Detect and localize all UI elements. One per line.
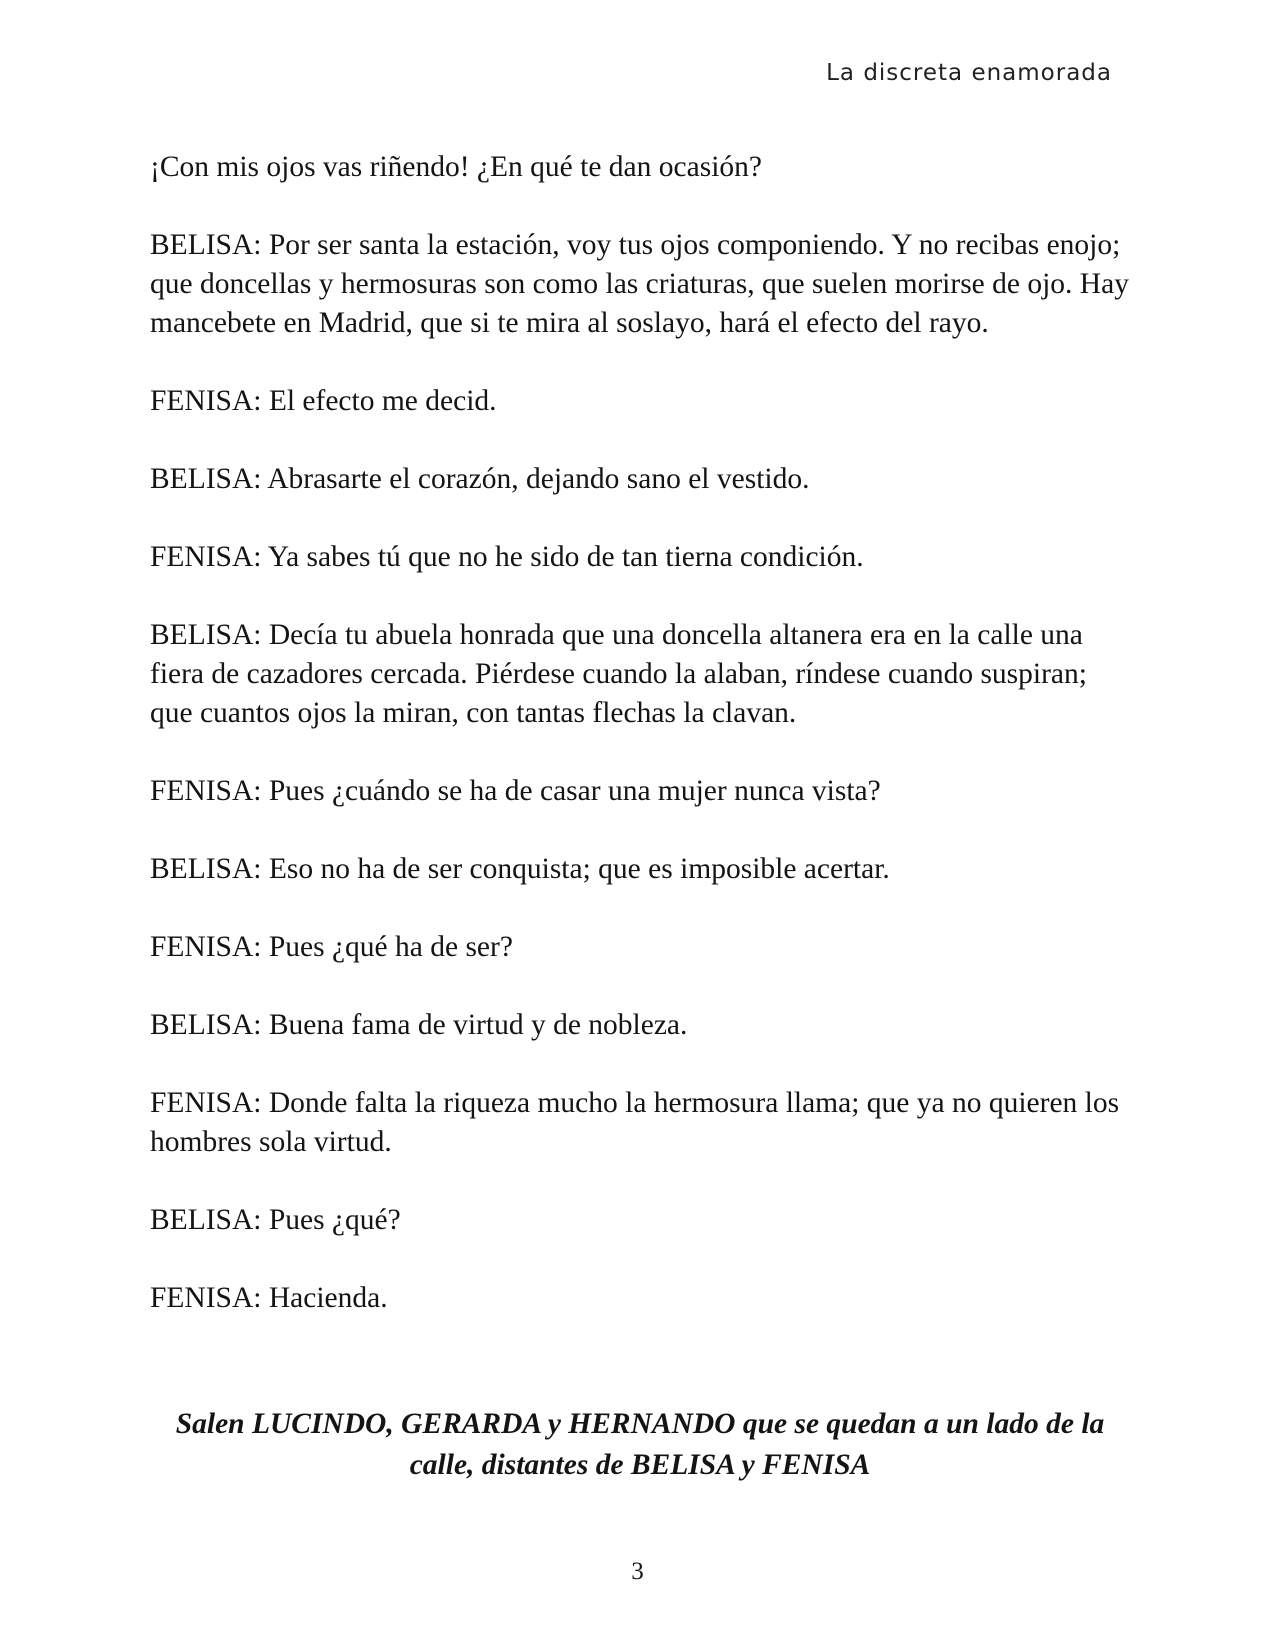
dialogue-paragraph: FENISA: El efecto me decid. bbox=[150, 385, 497, 417]
dialogue-paragraph: BELISA: Eso no ha de ser conquista; que es imposible acertar. bbox=[150, 853, 890, 885]
dialogue-paragraph: BELISA: Abrasarte el corazón, dejando sano el vestido. bbox=[150, 463, 810, 495]
page-number: 3 bbox=[631, 1558, 644, 1585]
dialogue-paragraph: BELISA: Buena fama de virtud y de nobleza. bbox=[150, 1009, 688, 1041]
dialogue-paragraph: BELISA: Decía tu abuela honrada que una doncella altanera era en la calle una fiera de cazadores cercada. Piérdese cuando la alaban, ríndese cuando suspiran; que cuantos ojos la miran, con tantas flechas la clavan. bbox=[150, 619, 1087, 729]
dialogue-paragraph: FENISA: Hacienda. bbox=[150, 1282, 388, 1314]
dialogue-paragraph: FENISA: Pues ¿qué ha de ser? bbox=[150, 931, 513, 963]
dialogue-body bbox=[150, 148, 1130, 1357]
dialogue-paragraph: FENISA: Ya sabes tú que no he sido de tan tierna condición. bbox=[150, 541, 864, 573]
dialogue-paragraph: ¡Con mis ojos vas riñendo! ¿En qué te dan ocasión? bbox=[150, 151, 762, 183]
dialogue-paragraph: FENISA: Pues ¿cuándo se ha de casar una mujer nunca vista? bbox=[150, 775, 881, 807]
dialogue-paragraph: BELISA: Por ser santa la estación, voy tus ojos componiendo. Y no recibas enojo; que doncellas y hermosuras son como las criaturas, que suelen morirse de ojo. Hay mancebete en Madrid, que si te mira al soslayo, hará el efecto del rayo. bbox=[150, 229, 1129, 339]
dialogue-paragraph: FENISA: Donde falta la riqueza mucho la hermosura llama; que ya no quieren los hombres sola virtud. bbox=[150, 1087, 1120, 1158]
dialogue-paragraph: BELISA: Pues ¿qué? bbox=[150, 1204, 401, 1236]
stage-direction: Salen LUCINDO, GERARDA y HERNANDO que se quedan a un lado de la calle, distantes de BELISA y FENISA bbox=[175, 1408, 1105, 1481]
running-header: La discreta enamorada bbox=[826, 60, 1112, 86]
